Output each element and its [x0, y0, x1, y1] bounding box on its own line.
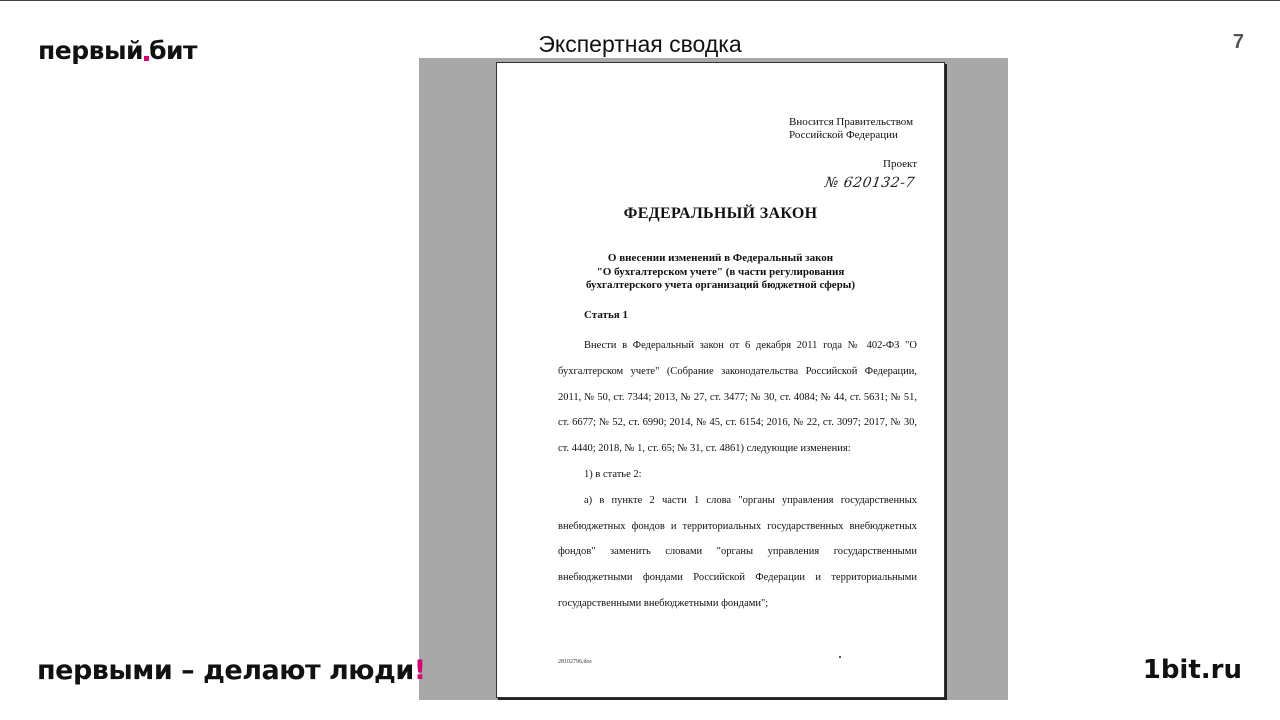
- submitted-by-block: [789, 116, 913, 142]
- slogan: [37, 655, 426, 686]
- subtitle-line-1: О внесении изменений в Федеральный закон: [607, 252, 834, 264]
- submitted-line-1: Вносится Правительством: [789, 116, 914, 128]
- article-body: [558, 333, 917, 617]
- scan-speck: [839, 656, 841, 658]
- document-page: [496, 62, 945, 698]
- website-label: 1bit.ru: [1142, 655, 1242, 685]
- article-heading: Статья 1: [584, 309, 628, 321]
- slogan-text: первыми – делают люди: [37, 655, 414, 686]
- paragraph-1: Внести в Федеральный закон от 6 декабря 2011 года № 402-ФЗ "О бухгалтерском учете" (Собрание законодательства Российской Федерации, 2011, № 50, ст. 7344; 2013, № 27, ст. 3477; № 30, ст. 4084; № 44, ст. 5631; № 51, ст. 6677; № 52, ст. 6990; 2014, № 45, ст. 6154; 2016, № 22, ст. 3097; 2017, № 30, ст. 4440; 2018, № 1, ст. 65; № 31, ст. 4861) следующие изменения:: [558, 340, 917, 455]
- page-number: 7: [1232, 31, 1244, 53]
- project-label: Проект: [883, 158, 917, 170]
- document-scan-frame: [419, 58, 1008, 700]
- slogan-exclamation: !: [413, 655, 426, 686]
- file-code: 28102796.doc: [558, 659, 593, 665]
- top-divider: [0, 0, 1280, 1]
- slide-title: Экспертная сводка: [538, 31, 742, 57]
- law-title: ФЕДЕРАЛЬНЫЙ ЗАКОН: [623, 205, 818, 222]
- law-subtitle: [497, 252, 944, 293]
- submitted-line-2: Российской Федерации: [789, 129, 898, 141]
- paragraph-3: а) в пункте 2 части 1 слова "органы управления государственных внебюджетных фондов и территориальных государственных внебюджетных фондов" заменить словами "органы управления государственными внебюджетными фондами Российской Федерации и территориальными государственными внебюджетными фондами";: [558, 494, 917, 609]
- logo-text-2: бит: [149, 36, 198, 65]
- paragraph-2: 1) в статье 2:: [584, 468, 642, 480]
- subtitle-line-2: "О бухгалтерском учете" (в части регулирования: [596, 265, 845, 278]
- registration-number: № 620132-7: [823, 175, 916, 191]
- logo-text: первый: [38, 36, 144, 65]
- subtitle-line-3: бухгалтерского учета организаций бюджетной сферы): [585, 279, 856, 291]
